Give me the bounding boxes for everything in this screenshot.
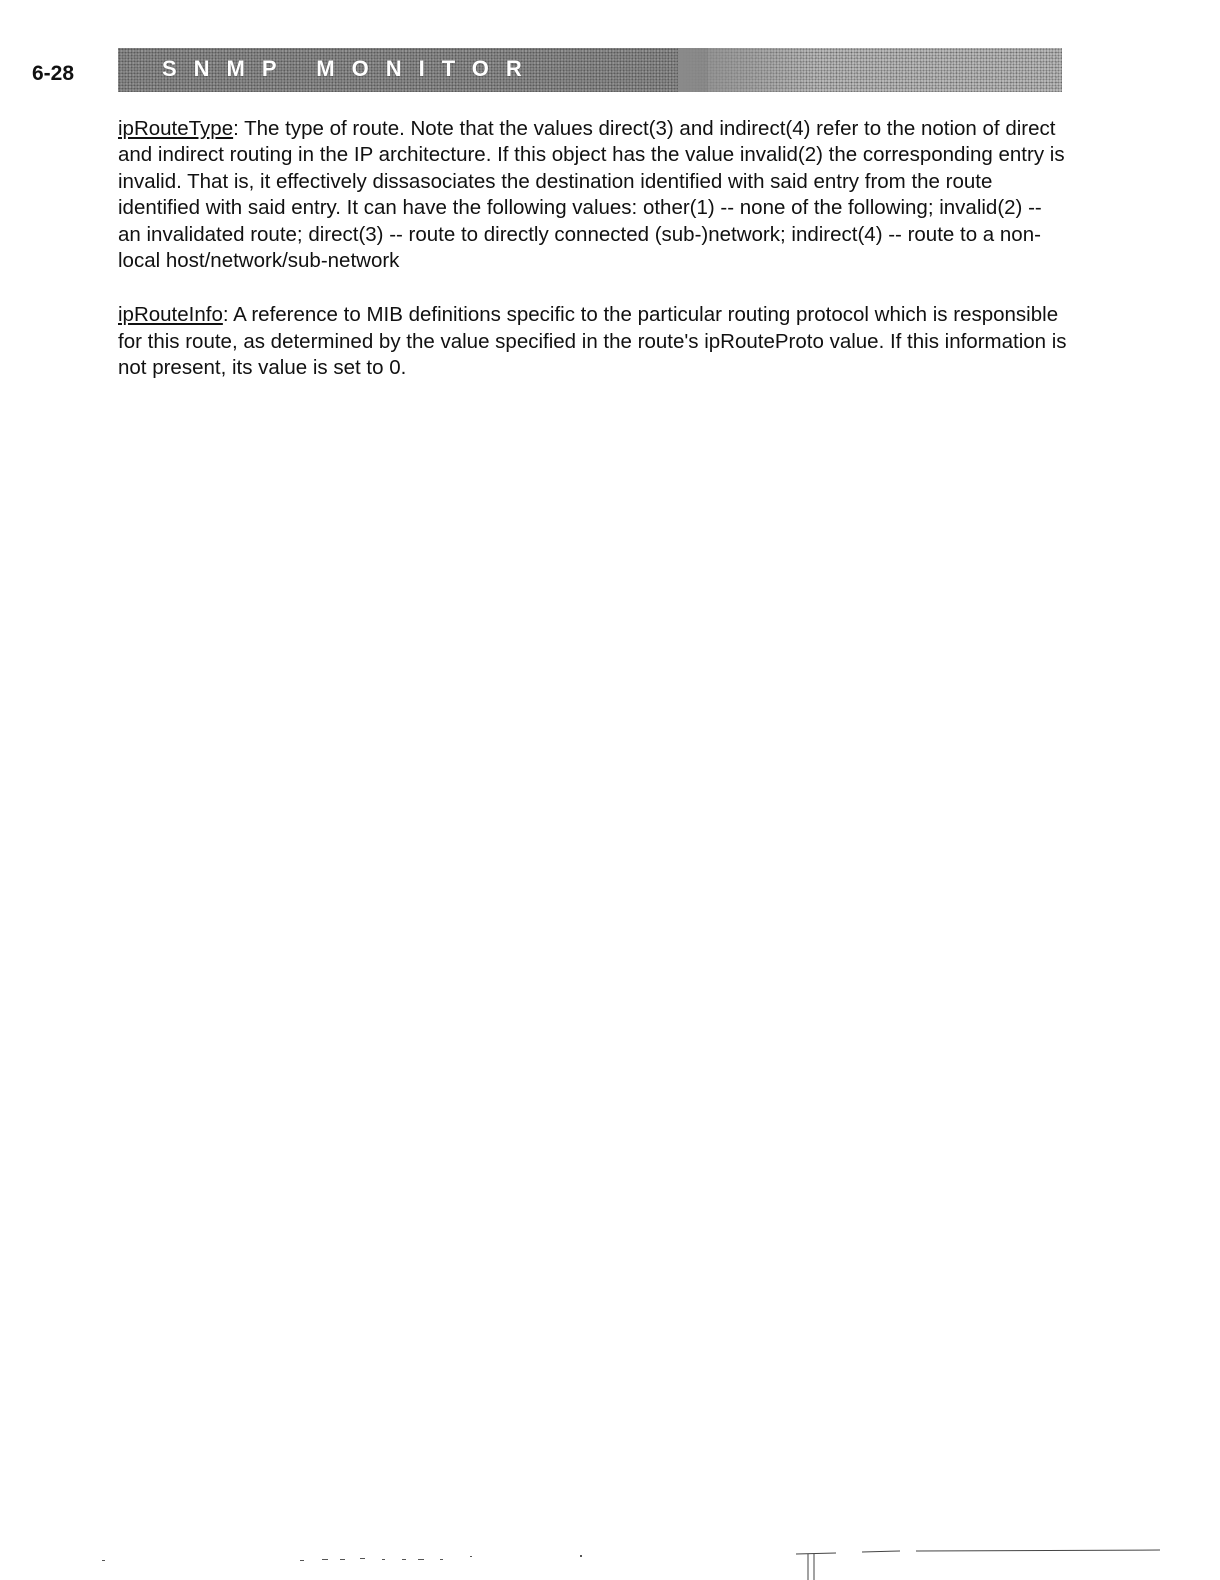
definition-iprouteinfo: : A reference to MIB definitions specific to the particular routing protocol which is responsible for this route, as determined by the value specified in the route's ipRouteProto value. If this information is not present, its value is set to 0.: [118, 303, 1067, 380]
definition-iproutetype: : The type of route. Note that the values direct(3) and indirect(4) refer to the notion of direct and indirect routing in the IP architecture. If this object has the value invalid(2) the corresponding entry is invalid. That is, it effectively dissasociates the destination identified with said entry from the route identified with said entry. It can have the following values: other(1) -- none of the following; invalid(2) -- an invalidated route; direct(3) -- route to directly connected (sub-)network; indirect(4) -- route to a non-local host/network/sub-network: [118, 117, 1065, 273]
page-number: 6-28: [32, 62, 75, 85]
term-iprouteinfo: ipRouteInfo: [118, 303, 223, 327]
header-title: SNMP MONITOR: [162, 56, 539, 81]
header-bar: [118, 48, 1062, 92]
term-iproutetype: ipRouteType: [118, 117, 234, 140]
content: [118, 116, 1068, 410]
header-bar-fade: [678, 48, 818, 92]
entry-iprouteinfo: [118, 302, 1068, 381]
scan-artifacts: [0, 1548, 1220, 1580]
entry-iproutetype: [118, 116, 1068, 274]
